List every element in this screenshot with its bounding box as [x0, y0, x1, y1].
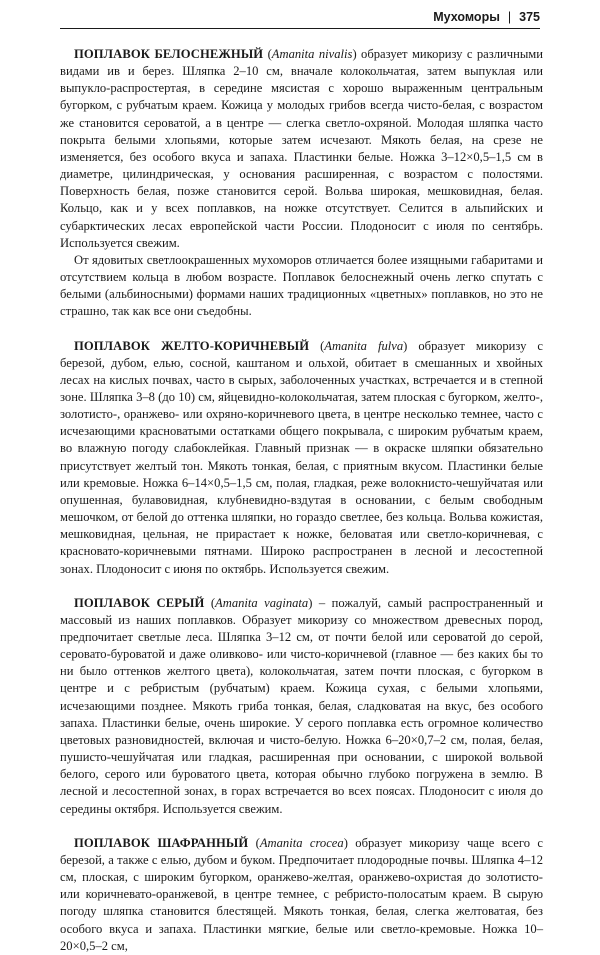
paragraph-text: – пожалуй, самый распространенный и массовый из наших поплавков. Образует микоризу со множеством древесных пород, предпочитает светлые леса. Шляпка 3–12 см, от почти белой или сероватой до серой, серовато-буроватой и даже оливково- или чисто-коричневой (главное — без каких бы то ни было оттенков желтого цвета), колокольчатая, затем почти плоская, с бугорком в центре и с ребристым (рубчатым) краем. Кожица сухая, с белыми хлопьями, исчезающими позднее. Мякоть гриба тонкая, белая, сладковатая на вкус, без особого запаха. Пластинки белые, очень широкие. У серого поплавка есть огромное количество цветовых разновидностей, включая и чисто-белую. Ножка 6–20×0,7–2 см, полая, белая, пушисто-чешуйчатая или гладкая, расширенная при основании, с широкой вольвой белого, серого или буроватого цвета, которая обычно глубоко погружена в землю. В лесной и лесостепной зонах, в горах встречается во всех поясах. Плодоносит с июля до середины октября. Используется свежим. — [60, 595, 544, 816]
paragraph-grisette: ПОПЛАВОК СЕРЫЙ (Amanita vaginata) – пожалуй, самый распространенный и массовый из наших поплавков. Образует микоризу со множеством древесных пород, предпочитает светлые леса. Шляпка 3–12 см, от почти белой или сероватой до серой, серовато-буроватой и даже оливково- или чисто-коричневой (главное — без каких бы то ни было оттенков желтого цвета), колокольчатая, затем почти плоская, с бугорком в центре и с ребристым (рубчатым) краем. Кожица сухая, с белыми хлопьями, исчезающими позднее. Мякоть гриба тонкая, белая, сладковатая на вкус, без особого запаха. Пластинки белые, очень широкие. У серого поплавка есть огромное количество цветовых разновидностей, включая и чисто-белую. Ножка 6–20×0,7–2 см, полая, белая, пушисто-чешуйчатая или гладкая, расширенная при основании, с широкой вольвой белого, серого или буроватого цвета, которая обычно глубоко погружена в землю. В лесной и лесостепной зонах, в горах встречается во всех поясах. Плодоносит с июля до середины октября. Используется свежим. — [60, 595, 544, 816]
body-text — [60, 46, 543, 955]
latin-name: Amanita fulva — [324, 338, 404, 353]
paragraph-tawny-grisette: ПОПЛАВОК ЖЕЛТО-КОРИЧНЕВЫЙ (Amanita fulva) образует микоризу с березой, дубом, елью, сосной, каштаном и ольхой, обитает в смешанных и хвойных лесах на кислых почвах, часто в сырых, заболоченных участках, встречается и в степной зоне. Шляпка 3–8 (до 10) см, яйцевидно-колокольчатая, затем плоская с бугорком, желто-, золотисто-, оранжево- или охряно-коричневого цвета, в центре несколько темнее, часто с исчезающими красноватыми остатками общего покрывала, с широким рубчатым краем, во влажную погоду слабоклейкая. Главный признак — в окраске шляпки обязательно присутствует желтый тон. Мякоть тонкая, белая, с приятным вкусом. Пластинки белые или кремовые. Ножка 6–14×0,5–1,5 см, полая, гладкая, реже волокнисто-чешуйчатая или опушенная, булавовидная, клубневидно-вздутая в основании, с белым свободным мешочком, от белой до оттенка шляпки, но гораздо светлее, без кольца. Вольва кожистая, мешковидная, цельная, не прирастает к ножке, беловатая или светло-коричневая, с красновато-коричневыми пятнами. Широко распространен в лесной и лесостепной зонах. Плодоносит с июня по октябрь. Используется свежим. — [60, 338, 543, 576]
section-title: Мухоморы — [433, 10, 500, 24]
latin-name: Amanita nivalis — [271, 47, 353, 61]
species-heading: ПОПЛАВОК БЕЛОСНЕЖНЫЙ — [74, 47, 264, 61]
running-head — [60, 10, 540, 29]
paragraph-snow-white-grisette: ПОПЛАВОК БЕЛОСНЕЖНЫЙ (Amanita nivalis) образует микоризу с различными видами ив и берез. Шляпка 2–10 см, вначале колокольчатая, затем выпуклая или выпукло-распростертая, в середине мясистая с хорошо выраженным центральным бугорком, с рубчатым краем. Кожица у молодых грибов всегда чисто-белая, с возрастом же становится сероватой, а в центре — слегка светло-охряной. Молодая шляпка часто покрыта белыми хлопьями, которые затем исчезают. Мякоть белая, на срезе не изменяется, без особого вкуса и запаха. Пластинки белые. Ножка 3–12×0,5–1,5 см в диаметре, цилиндрическая, у основания расширенная, с возрастом с полостями. Поверхность белая, позже становится серой. Вольва широкая, мешковидная, белая. Кольцо, как и у всех поплавков, на ножке отсутствует. Селится в альпийских и субарктических лесах европейской части России. Плодоносит с июля по сентябрь. Используется свежим. — [60, 47, 543, 250]
latin-name: Amanita vaginata — [215, 595, 309, 610]
species-heading: ПОПЛАВОК ШАФРАННЫЙ — [74, 835, 249, 850]
paragraph-text: образует микоризу с различными видами ив и берез. Шляпка 2–10 см, вначале колокольчатая, затем выпуклая или выпукло-распростертая, в середине мясистая с хорошо выраженным центральным бугорком, с рубчатым краем. Кожица у молодых грибов всегда чисто-белая, с возрастом же становится сероватой, а в центре — слегка светло-охряной. Молодая шляпка часто покрыта белыми хлопьями, которые затем исчезают. Мякоть белая, на срезе не изменяется, без особого вкуса и запаха. Пластинки белые. Ножка 3–12×0,5–1,5 см в диаметре, цилиндрическая, у основания расширенная, с возрастом с полостями. Поверхность белая, позже становится серой. Вольва широкая, мешковидная, белая. Кольцо, как и у всех поплавков, на ножке отсутствует. Селится в альпийских и субарктических лесах европейской части России. Плодоносит с июля по сентябрь. Используется свежим. — [60, 47, 543, 250]
paragraph-text: образует микоризу чаще всего с березой, а также с елью, дубом и буком. Предпочитает плодородные почвы. Шляпка 4–12 см, плоская, с широким бугорком, оранжево-желтая, оранжево-охристая до золотисто- или коричневато-оранжевой, в центре темнее, с ребристо-полосатым краем. В сырую погоду шляпка становится блестящей. Мякоть тонкая, белая, слегка желтоватая, без особого вкуса и запаха. Пластинки мягкие, белые или светло-кремовые. Ножка 10–20×0,5–2 см, — [60, 835, 543, 953]
paragraph-text: От ядовитых светлоокрашенных мухоморов отличается более изящными габаритами и отсутствием кольца в любом возрасте. Поплавок белоснежный очень легко спутать с белыми (альбиносными) формами наших традиционных «цветных» поплавков, но это не страшно, так как все они съедобны. — [60, 252, 543, 319]
species-heading: ПОПЛАВОК ЖЕЛТО-КОРИЧНЕВЫЙ — [74, 338, 310, 353]
page-number: 375 — [519, 10, 540, 24]
latin-name: Amanita crocea — [259, 835, 344, 850]
header-separator: | — [507, 10, 512, 24]
paragraph-text: образует микоризу с березой, дубом, елью, сосной, каштаном и ольхой, обитает в смешанных и хвойных лесах на кислых почвах, часто в сырых, заболоченных участках, встречается и в степной зоне. Шляпка 3–8 (до 10) см, яйцевидно-колокольчатая, затем плоская с бугорком, желто-, золотисто-, оранжево- или охряно-коричневого цвета, в центре несколько темнее, часто с исчезающими красноватыми остатками общего покрывала, с широким рубчатым краем, во влажную погоду слабоклейкая. Главный признак — в окраске шляпки обязательно присутствует желтый тон. Мякоть тонкая, белая, с приятным вкусом. Пластинки белые или кремовые. Ножка 6–14×0,5–1,5 см, полая, гладкая, реже волокнисто-чешуйчатая или опушенная, булавовидная, клубневидно-вздутая в основании, с белым свободным мешочком, от белой до оттенка шляпки, но гораздо светлее, без кольца. Вольва кожистая, мешковидная, цельная, не прирастает к ножке, беловатая или светло-коричневая, с красновато-коричневыми пятнами. Широко распространен в лесной и лесостепной зонах. Плодоносит с июня по октябрь. Используется свежим. — [60, 338, 543, 576]
paragraph-orange-grisette: ПОПЛАВОК ШАФРАННЫЙ (Amanita crocea) образует микоризу чаще всего с березой, а также с елью, дубом и буком. Предпочитает плодородные почвы. Шляпка 4–12 см, плоская, с широким бугорком, оранжево-желтая, оранжево-охристая до золотисто- или коричневато-оранжевой, в центре темнее, с ребристо-полосатым краем. В сырую погоду шляпка становится блестящей. Мякоть тонкая, белая, слегка желтоватая, без особого вкуса и запаха. Пластинки мягкие, белые или светло-кремовые. Ножка 10–20×0,5–2 см, — [60, 835, 543, 953]
species-heading: ПОПЛАВОК СЕРЫЙ — [74, 595, 205, 610]
paragraph-note — [60, 252, 543, 321]
